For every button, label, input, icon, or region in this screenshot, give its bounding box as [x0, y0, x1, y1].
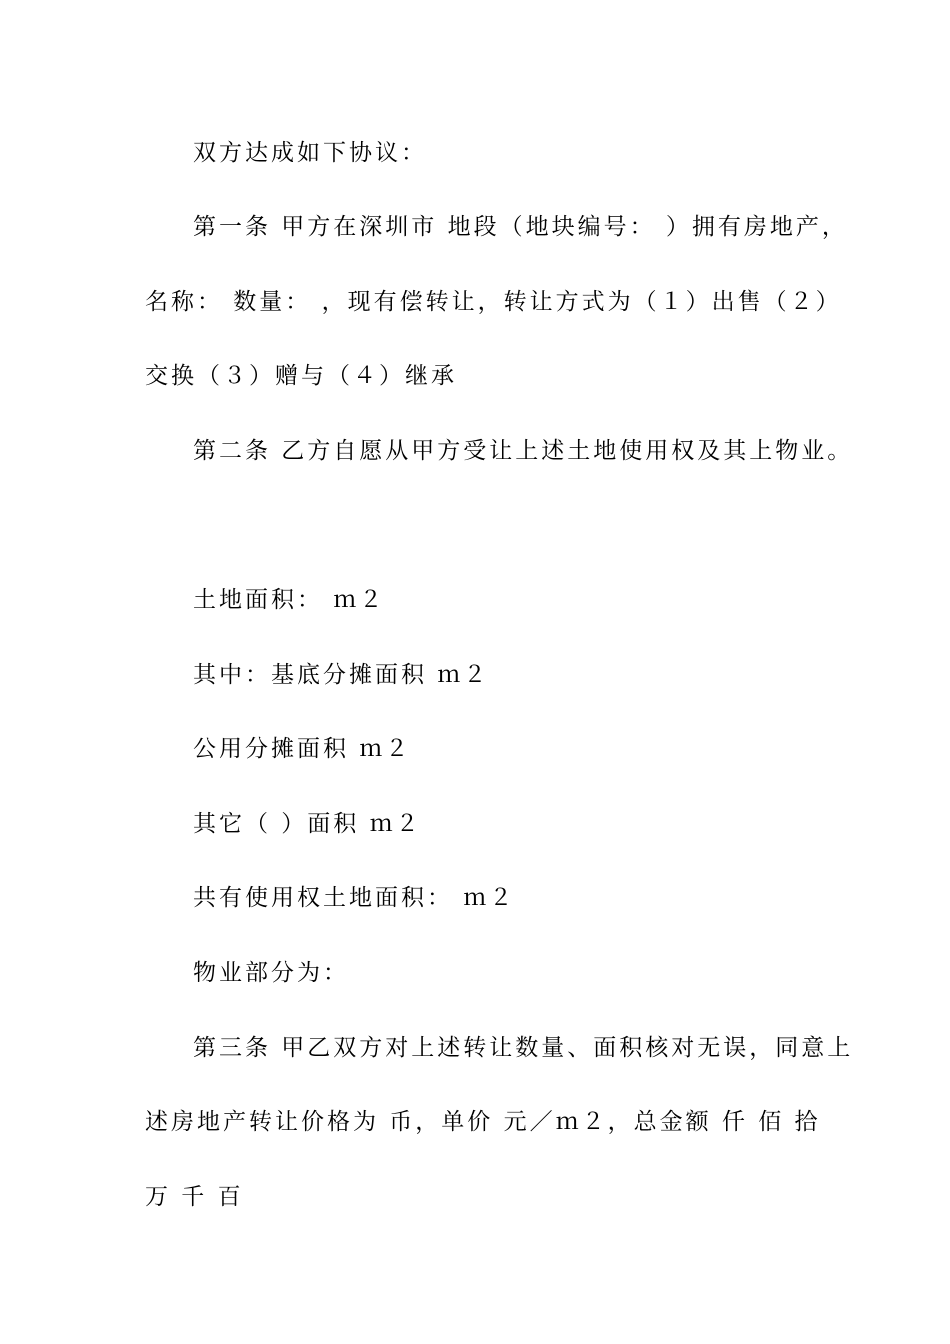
other-area: 其它（ ）面积 ｍ２ — [193, 811, 422, 837]
article-1-line-2: 名称： 数量： ，现有偿转让，转让方式为（１）出售（２） — [145, 289, 842, 315]
article-2: 第二条 乙方自愿从甲方受让上述土地使用权及其上物业。 — [193, 438, 854, 464]
article-3-line-2: 述房地产转让价格为 币，单价 元／ｍ２，总金额 仟 佰 拾 — [145, 1109, 821, 1135]
article-3-line-1: 第三条 甲乙双方对上述转让数量、面积核对无误，同意上 — [193, 1035, 854, 1061]
article-1-line-1: 第一条 甲方在深圳市 地段（地块编号： ）拥有房地产， — [193, 214, 848, 240]
public-shared-area: 公用分摊面积 ｍ２ — [193, 736, 412, 762]
agreement-intro: 双方达成如下协议： — [193, 140, 427, 166]
article-3-line-3: 万 千 百 — [145, 1184, 244, 1210]
property-part: 物业部分为： — [193, 960, 349, 986]
base-shared-area: 其中：基底分摊面积 ｍ２ — [193, 662, 490, 688]
article-1-line-3: 交换（３）赠与（４）继承 — [145, 363, 457, 389]
land-area: 土地面积： ｍ２ — [193, 587, 386, 613]
shared-land-use-area: 共有使用权土地面积： ｍ２ — [193, 885, 516, 911]
